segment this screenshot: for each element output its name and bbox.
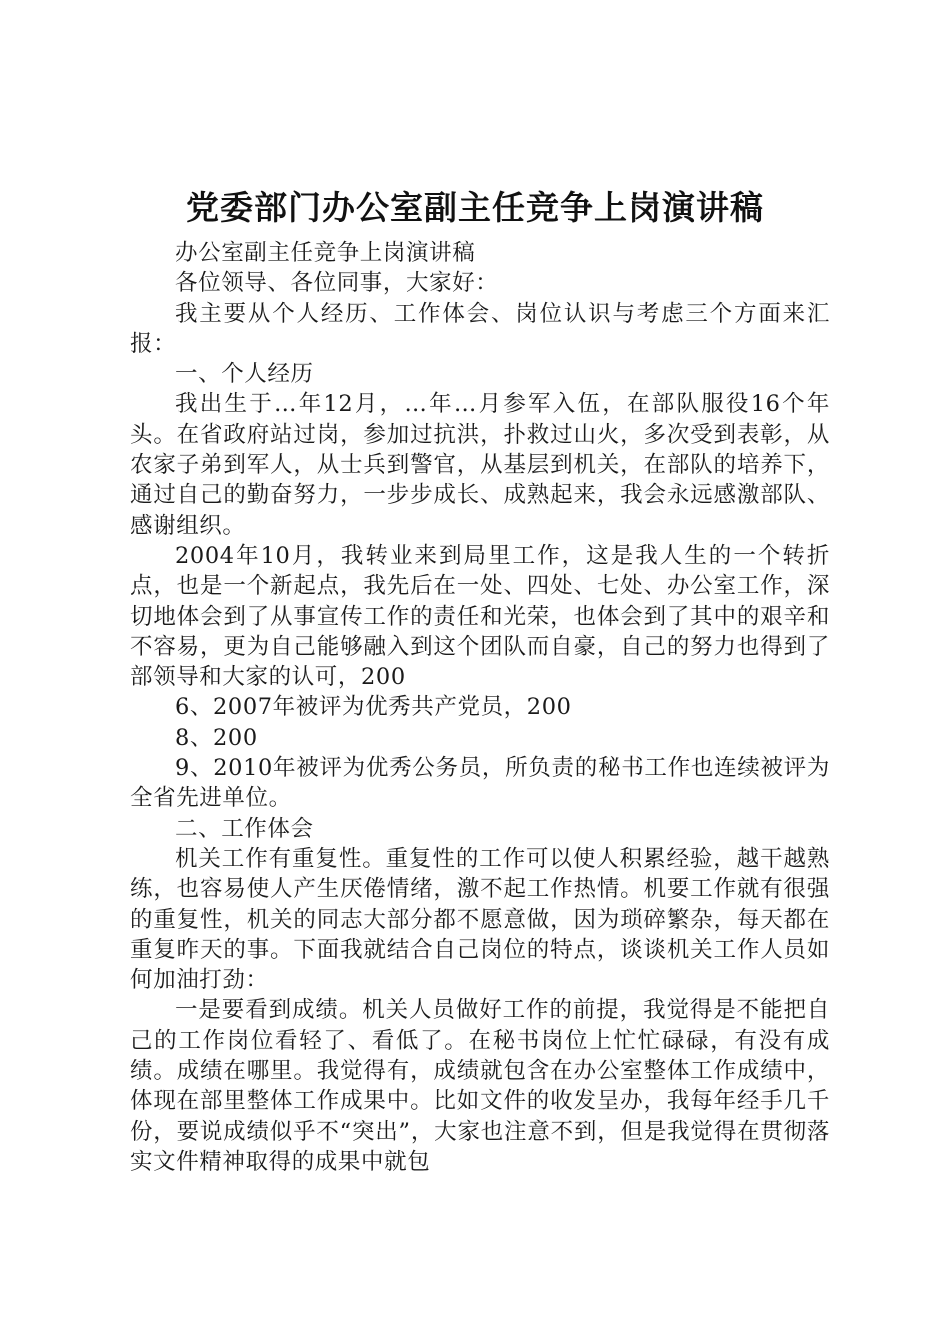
paragraph-intro: 我主要从个人经历、工作体会、岗位认识与考虑三个方面来汇报： [130,300,830,357]
section-heading-2: 二、工作体会 [175,815,314,842]
paragraph-greeting: 各位领导、各位同事，大家好： [175,270,499,297]
paragraph: 8、200 [175,724,258,751]
paragraph-subtitle: 办公室副主任竞争上岗演讲稿 [175,240,476,266]
paragraph: 9、2010年被评为优秀公务员，所负责的秘书工作也连续被评为全省先进单位。 [130,755,830,812]
document-title: 党委部门办公室副主任竞争上岗演讲稿 [186,188,764,227]
paragraph: 机关工作有重复性。重复性的工作可以使人积累经验，越干越熟练，也容易使人产生厌倦情绪，激不起工作热情。机要工作就有很强的重复性，机关的同志大部分都不愿意做，因为琐碎繁杂，每天都在重复昨天的事。下面我就结合自己岗位的特点，谈谈机关工作人员如何加油打劲： [130,845,830,994]
paragraph: 一是要看到成绩。机关人员做好工作的前提，我觉得是不能把自己的工作岗位看轻了、看低了。在秘书岗位上忙忙碌碌，有没有成绩。成绩在哪里。我觉得有，成绩就包含在办公室整体工作成绩中，体现在部里整体工作成果中。比如文件的收发呈办，我每年经手几千份，要说成绩似乎不“突出”，大家也注意不到，但是我觉得在贯彻落实文件精神取得的成果中就包 [130,997,830,1175]
paragraph: 我出生于…年12月，…年…月参军入伍，在部队服役16个年头。在省政府站过岗，参加过抗洪，扑救过山火，多次受到表彰，从农家子弟到军人，从士兵到警官，从基层到机关，在部队的培养下，通过自己的勤奋努力，一步步成长、成熟起来，我会永远感激部队、感谢组织。 [130,391,830,539]
paragraph: 6、2007年被评为优秀共产党员，200 [175,694,572,721]
section-heading-1: 一、个人经历 [175,361,314,388]
paragraph: 2004年10月，我转业来到局里工作，这是我人生的一个转折点，也是一个新起点，我先后在一处、四处、七处、办公室工作，深切地体会到了从事宣传工作的责任和光荣，也体会到了其中的艰辛和不容易，更为自己能够融入到这个团队而自豪，自己的努力也得到了部领导和大家的认可，200 [130,542,830,691]
document-body [130,238,830,1177]
